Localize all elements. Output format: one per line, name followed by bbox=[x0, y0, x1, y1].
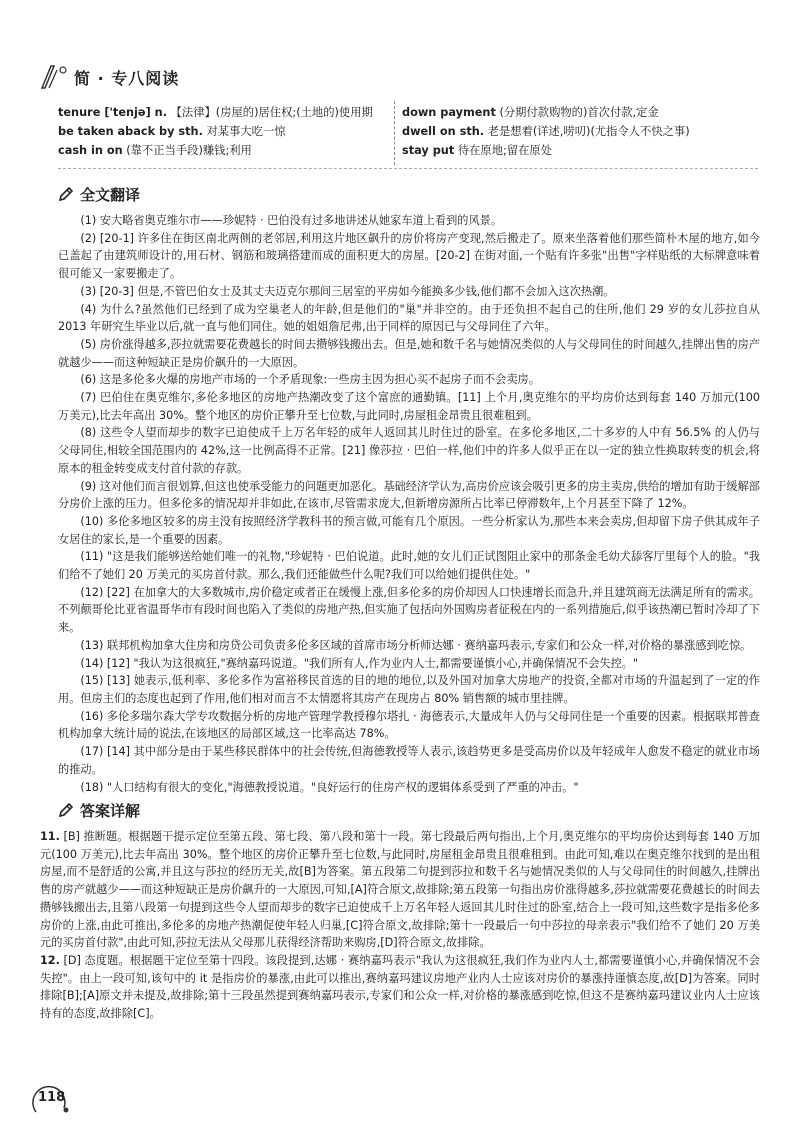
vocab-divider bbox=[394, 101, 395, 165]
pen-icon bbox=[58, 186, 74, 202]
vocab-item: be taken aback by sth. 对某事大吃一惊 bbox=[58, 125, 286, 138]
vocabulary-left-column bbox=[58, 103, 388, 160]
translation-paragraph: (1) 安大略省奥克维尔市——珍妮特 · 巴伯没有过多地讲述从她家车道上看到的风景。 bbox=[80, 214, 503, 227]
translation-paragraph: (13) 联邦机构加拿大住房和房贷公司负责多伦多区域的首席市场分析师达娜 · 赛纳嘉玛表示,专家们和公众一样,对价格的暴涨感到吃惊。 bbox=[80, 638, 752, 652]
pen-icon bbox=[58, 802, 74, 818]
translation-paragraph: (6) 这是多伦多火爆的房地产市场的一个矛盾现象:一些房主因为担心买不起房子而不会卖房。 bbox=[80, 373, 540, 387]
page-title: 简 · 专八阅读 bbox=[74, 69, 180, 88]
translation-paragraph: (8) 这些令人望而却步的数字已迫使成千上万名年轻的成年人返回其儿时住过的卧室。在多伦多地区,二十多岁的人中有 56.5% 的人仍与父母同住,相较全国范围内的 42%,这一比例高得不正常。[21] 像莎拉 · 巴伯一样,他们中的许多人似乎正在以一定的独立性换取转变的机会,将原本的租金转变成支付首付款的存款。 bbox=[58, 426, 760, 475]
translation-paragraph: (11) "这是我们能够送给她们唯一的礼物,"珍妮特 · 巴伯说道。此时,她的女儿们正试图阻止家中的那条金毛幼犬舔客厅里每个人的脸。"我们给不了她们 20 万美元的买房首付款。那么,我们还能做些什么呢?我们可以给她们提供住处。" bbox=[58, 550, 760, 582]
answer-item: 11. [B] 推断题。根据题干提示定位至第五段、第七段、第八段和第十一段。第七段最后两句指出,上个月,奥克维尔的平均房价达到每套 140 万加元(100 万美元),比去年高出 30%。整个地区的房价正攀升至七位数,与此同时,房屋租金昂贵且很难租到。由此可知,难以在奥克维尔找到的是出租房屋,而不是舒适的公寓,并且这与莎拉的经历无关,故[B]为答案。第五段第二句提到莎拉和数千名与她情况类似的人与父母同住的时间越久,挂牌出售的房产就越少——而这种短缺正是房价飙升的一大原因,可知,[A]符合原文,故排除;第五段第一句指出房价涨得越多,莎拉就需要花费越长的时间去攒够钱搬出去,且第八段第一句提到这些令人望而却步的数字已迫使成千上万名年轻人返回其儿时住过的卧室,结合上一段可知,这些数字是指多伦多房价的上涨,由此可推出,多伦多的房地产热潮促使年轻人归巢,[C]符合原文,故排除;第十一段最后一句中莎拉的母亲表示"我们给不了她们 20 万美元的买房首付款",由此可知,莎拉无法从父母那儿获得经济帮助来购房,[D]符合原文,故排除。 bbox=[40, 830, 761, 950]
translation-paragraph: (18) "人口结构有很大的变化,"海德教授说道。"良好运行的住房产权的逻辑体系受到了严重的冲击。" bbox=[80, 780, 579, 794]
answer-item: 12. [D] 态度题。根据题干定位至第十四段。该段提到,达娜 · 赛纳嘉玛表示"我认为这很疯狂,我们作为业内人士,都需要谨慎小心,并确保情况不会失控"。由上一段可知,该句中的 it 是指房价的暴涨,由此可以推出,赛纳嘉玛建议房地产业内人士应该对房价的暴涨持谨慎态度,故[D]为答案。同时排除[B];[A]原文并未提及,故排除;第十三段虽然提到赛纳嘉玛表示,专家们和公众一样,对价格的暴涨感到吃惊,但这不是赛纳嘉玛建议业内人士应该持有的态度,故排除[C]。 bbox=[40, 953, 760, 1021]
answers-body bbox=[40, 828, 760, 1023]
vocab-item: stay put 待在原地;留在原处 bbox=[402, 144, 553, 157]
translation-paragraph: (14) [12] "我认为这很疯狂,"赛纳嘉玛说道。"我们所有人,作为业内人士,都需要谨慎小心,并确保情况不会失控。" bbox=[80, 656, 639, 670]
vocab-item: tenure ['tenjə] n. 【法律】(房屋的)居住权;(土地的)使用期 bbox=[58, 106, 373, 119]
page-number: 118 bbox=[38, 1090, 66, 1105]
vocabulary-right-column bbox=[402, 103, 762, 160]
divider bbox=[58, 168, 758, 169]
vocab-item: down payment (分期付款购物的)首次付款,定金 bbox=[402, 106, 659, 119]
vocab-item: cash in on (靠不正当手段)赚钱;利用 bbox=[58, 144, 252, 157]
translation-paragraph: (4) 为什么?虽然他们已经到了成为空巢老人的年龄,但是他们的"巢"并非空的。由于还负担不起自己的住所,他们 29 岁的女儿莎拉自从 2013 年研究生毕业以后,就一直与他们同住。她的姐姐詹尼弗,出于同样的原因已与父母同住了六年。 bbox=[58, 302, 760, 334]
translation-paragraph: (3) [20-3] 但是,不管巴伯女士及其丈夫迈克尔那间三居室的平房如今能换多少钱,他们都不会加入这次热潮。 bbox=[80, 284, 615, 298]
answers-heading: 答案详解 bbox=[58, 800, 140, 821]
translation-paragraph: (17) [14] 其中部分是由于某些移民群体中的社会传统,但海德教授等人表示,该趋势更多是受高房价以及年轻成年人愈发不稳定的就业市场的推动。 bbox=[58, 745, 760, 776]
translation-heading: 全文翻译 bbox=[58, 184, 140, 205]
translation-paragraph: (5) 房价涨得越多,莎拉就需要花费越长的时间去攒够钱搬出去。但是,她和数千名与她情况类似的人与父母同住的时间越久,挂牌出售的房产就越少——而这种短缺正是房价飙升的一大原因。 bbox=[58, 337, 760, 369]
translation-paragraph: (15) [13] 她表示,低利率、多伦多作为富裕移民首选的目的地的地位,以及外国对加拿大房地产的投资,全都对市场的升温起到了一定的作用。但房主们的态度也起到了作用,他们相对而言不太情愿将其房产在现房占 80% 销售额的城市里挂牌。 bbox=[58, 674, 760, 705]
translation-paragraph: (9) 这对他们而言很划算,但这也使承受能力的问题更加恶化。基础经济学认为,高房价应该会吸引更多的房主卖房,供给的增加有助于缓解部分房价上涨的压力。但多伦多的情况却并非如此,在该市,尽管需求庞大,但新增房源所占比率已停滞数年,上个月甚至下降了 12%。 bbox=[58, 479, 760, 511]
page-header bbox=[30, 60, 770, 94]
vocab-item: dwell on sth. 老是想着(详述,唠叨)(尤指令人不快之事) bbox=[402, 125, 690, 138]
translation-paragraph: (7) 巴伯住在奥克维尔,多伦多地区的房地产热潮改变了这个富庶的通勤镇。[11] 上个月,奥克维尔的平均房价达到每套 140 万加元(100 万美元),比去年高出 30%。整个地区的房价正攀升至七位数,与此同时,房屋租金昂贵且很难租到。 bbox=[58, 391, 760, 422]
book-logo-icon bbox=[38, 62, 68, 92]
translation-paragraph: (10) 多伦多地区较多的房主没有按照经济学教科书的预言做,可能有几个原因。一些分析家认为,那些本来会卖房,但却留下房子供其成年子女居住的家长,是一个重要的因素。 bbox=[58, 514, 760, 546]
translation-body bbox=[58, 212, 760, 796]
translation-paragraph: (16) 多伦多瑞尔森大学专攻数据分析的房地产管理学教授穆尔塔扎 · 海德表示,大量成年人仍与父母同住是一个重要的因素。根据联邦普查机构加拿大统计局的说法,在该地区的局部区域,这一比率高达 78%。 bbox=[58, 709, 760, 741]
translation-paragraph: (12) [22] 在加拿大的大多数城市,房价稳定或者正在缓慢上涨,但多伦多的房价却因人口快速增长而急升,并且建筑商无法满足所有的需求。不列颠哥伦比亚省温哥华市有段时间也陷入了类似的房地产热,但实施了包括向外国购房者征税在内的一系列措施后,似乎该热潮已暂时冷却了下来。 bbox=[58, 585, 760, 635]
translation-paragraph: (2) [20-1] 许多住在街区南北两侧的老邻居,利用这片地区飙升的房价将房产变现,然后搬走了。原来坐落着他们那些简朴木屋的地方,如今已盖起了由建筑师设计的,用石材、钢筋和玻璃搭建而成的面积更大的房屋。[20-2] 在街对面,一个贴有许多张"出售"字样贴纸的大标牌意味着很可能又一家要搬走了。 bbox=[58, 231, 760, 281]
